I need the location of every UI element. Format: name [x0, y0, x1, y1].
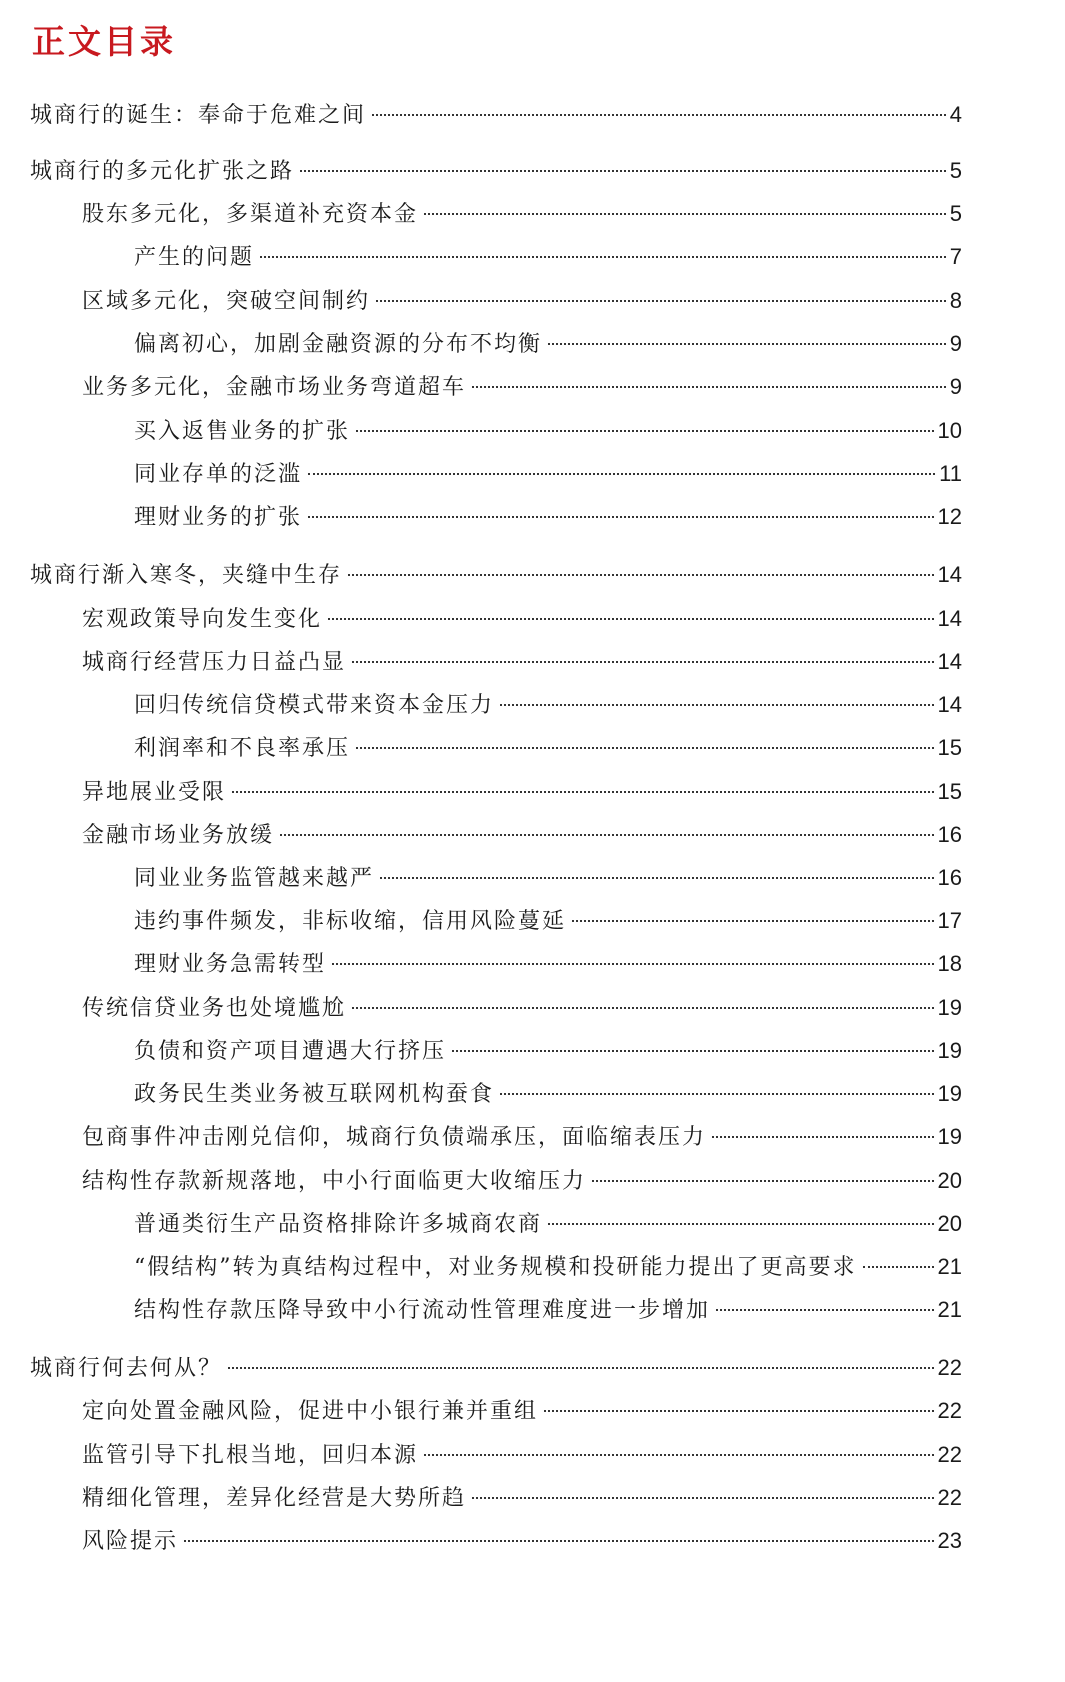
- toc-entry-level-1[interactable]: [30, 558, 962, 592]
- toc-dot-leader: [472, 1497, 934, 1499]
- toc-page-number: 21: [937, 1297, 962, 1322]
- toc-entry-level-3[interactable]: [134, 731, 962, 765]
- toc-page-number: 19: [937, 995, 962, 1020]
- toc-entry-label: 利润率和不良率承压: [134, 736, 351, 761]
- toc-dot-leader: [863, 1266, 934, 1268]
- toc-dot-leader: [280, 834, 934, 836]
- toc-entry-level-3[interactable]: [134, 1250, 962, 1284]
- toc-page-number: 4: [949, 102, 962, 127]
- toc-entry-level-2[interactable]: [82, 1438, 962, 1472]
- toc-page-number: 14: [937, 649, 962, 674]
- toc-entry-label: 结构性存款压降导致中小行流动性管理难度进一步增加: [134, 1298, 711, 1323]
- toc-page-number: 10: [937, 418, 962, 443]
- toc-entry-label: 宏观政策导向发生变化: [82, 607, 323, 632]
- toc-entry-label: 精细化管理，差异化经营是大势所趋: [82, 1486, 467, 1511]
- toc-entry-label: 城商行的诞生：奉命于危难之间: [30, 103, 367, 128]
- toc-page-number: 8: [949, 288, 962, 313]
- toc-dot-leader: [472, 386, 946, 388]
- toc-entry-level-3[interactable]: [134, 1207, 962, 1241]
- toc-dot-leader: [380, 877, 934, 879]
- toc-dot-leader: [260, 256, 946, 258]
- toc-entry-label: 普通类衍生产品资格排除许多城商农商: [134, 1212, 543, 1237]
- toc-dot-leader: [572, 920, 934, 922]
- toc-dot-leader: [548, 343, 946, 345]
- toc-entry-label: 风险提示: [82, 1529, 179, 1554]
- toc-page-number: 19: [937, 1124, 962, 1149]
- toc-dot-leader: [352, 661, 934, 663]
- toc-entry-label: 政务民生类业务被互联网机构蚕食: [134, 1082, 495, 1107]
- toc-entry-label: 异地展业受限: [82, 780, 227, 805]
- toc-page-number: 14: [937, 692, 962, 717]
- toc-entry-label: 城商行经营压力日益凸显: [82, 650, 347, 675]
- toc-entry-label: 股东多元化，多渠道补充资本金: [82, 202, 419, 227]
- toc-entry-level-2[interactable]: [82, 602, 962, 636]
- toc-entry-level-2[interactable]: [82, 1394, 962, 1428]
- toc-entry-level-2[interactable]: [82, 370, 962, 404]
- toc-dot-leader: [232, 791, 934, 793]
- toc-entry-label: 负债和资产项目遭遇大行挤压: [134, 1039, 447, 1064]
- toc-entry-label: 买入返售业务的扩张: [134, 419, 351, 444]
- toc-entry-level-2[interactable]: [82, 1524, 962, 1558]
- toc-page-number: 15: [937, 735, 962, 760]
- toc-page-number: 5: [949, 201, 962, 226]
- toc-dot-leader: [592, 1180, 934, 1182]
- toc-entry-level-3[interactable]: [134, 414, 962, 448]
- toc-entry-level-3[interactable]: [134, 240, 962, 274]
- toc-dot-leader: [500, 704, 934, 706]
- toc-entry-level-3[interactable]: [134, 947, 962, 981]
- toc-entry-label: 业务多元化，金融市场业务弯道超车: [82, 375, 467, 400]
- toc-entry-label: 区域多元化，突破空间制约: [82, 289, 371, 314]
- toc-dot-leader: [356, 747, 934, 749]
- toc-page-number: 18: [937, 951, 962, 976]
- toc-dot-leader: [424, 213, 946, 215]
- toc-dot-leader: [348, 574, 934, 576]
- toc-page-number: 16: [937, 822, 962, 847]
- toc-page-number: 20: [937, 1211, 962, 1236]
- toc-entry-level-3[interactable]: [134, 1077, 962, 1111]
- toc-entry-level-2[interactable]: [82, 1164, 962, 1198]
- toc-entry-level-2[interactable]: [82, 197, 962, 231]
- toc-dot-leader: [332, 963, 934, 965]
- toc-entry-label: 监管引导下扎根当地，回归本源: [82, 1443, 419, 1468]
- toc-entry-level-2[interactable]: [82, 645, 962, 679]
- toc-entry-label: 金融市场业务放缓: [82, 823, 275, 848]
- toc-entry-label: 传统信贷业务也处境尴尬: [82, 996, 347, 1021]
- toc-page-number: 22: [937, 1442, 962, 1467]
- toc-entry-label: “假结构”转为真结构过程中，对业务规模和投研能力提出了更高要求: [134, 1255, 857, 1280]
- toc-page-number: 5: [949, 158, 962, 183]
- toc-entry-label: 城商行渐入寒冬，夹缝中生存: [30, 563, 343, 588]
- toc-page-number: 14: [937, 562, 962, 587]
- toc-dot-leader: [228, 1367, 934, 1369]
- toc-entry-level-3[interactable]: [134, 688, 962, 722]
- toc-entry-level-3[interactable]: [134, 861, 962, 895]
- toc-page-number: 17: [937, 908, 962, 933]
- toc-entry-level-3[interactable]: [134, 457, 962, 491]
- toc-entry-label: 城商行何去何从？: [30, 1356, 223, 1381]
- toc-dot-leader: [308, 516, 934, 518]
- toc-title: 正文目录: [32, 22, 176, 61]
- toc-entry-level-1[interactable]: [30, 1351, 962, 1385]
- toc-page-number: 9: [949, 331, 962, 356]
- toc-entry-label: 回归传统信贷模式带来资本金压力: [134, 693, 495, 718]
- toc-page-number: 23: [937, 1528, 962, 1553]
- toc-page-number: 22: [937, 1485, 962, 1510]
- toc-entry-label: 定向处置金融风险，促进中小银行兼并重组: [82, 1399, 539, 1424]
- toc-entry-level-2[interactable]: [82, 818, 962, 852]
- toc-page-number: 9: [949, 374, 962, 399]
- toc-page-number: 20: [937, 1168, 962, 1193]
- toc-entry-level-2[interactable]: [82, 284, 962, 318]
- toc-entry-label: 结构性存款新规落地，中小行面临更大收缩压力: [82, 1169, 587, 1194]
- toc-entry-label: 违约事件频发，非标收缩，信用风险蔓延: [134, 909, 567, 934]
- toc-page-number: 21: [937, 1254, 962, 1279]
- toc-dot-leader: [376, 300, 946, 302]
- toc-dot-leader: [712, 1136, 934, 1138]
- toc-entry-label: 理财业务的扩张: [134, 505, 303, 530]
- toc-dot-leader: [372, 114, 946, 116]
- toc-entry-label: 产生的问题: [134, 245, 255, 270]
- toc-page-number: 19: [937, 1081, 962, 1106]
- toc-dot-leader: [716, 1309, 934, 1311]
- toc-entry-level-2[interactable]: [82, 1120, 962, 1154]
- toc-entry-level-2[interactable]: [82, 1481, 962, 1515]
- toc-entry-label: 包商事件冲击刚兑信仰，城商行负债端承压，面临缩表压力: [82, 1125, 707, 1150]
- toc-dot-leader: [352, 1007, 934, 1009]
- toc-dot-leader: [548, 1223, 934, 1225]
- toc-dot-leader: [500, 1093, 934, 1095]
- toc-entry-label: 同业存单的泛滥: [134, 462, 303, 487]
- toc-page-number: 19: [937, 1038, 962, 1063]
- toc-page-number: 16: [937, 865, 962, 890]
- toc-entry-label: 城商行的多元化扩张之路: [30, 159, 295, 184]
- toc-dot-leader: [356, 430, 934, 432]
- toc-entry-level-2[interactable]: [82, 775, 962, 809]
- toc-dot-leader: [308, 473, 935, 475]
- toc-dot-leader: [452, 1050, 934, 1052]
- toc-page-number: 14: [937, 606, 962, 631]
- toc-page-number: 22: [937, 1398, 962, 1423]
- toc-entry-level-3[interactable]: [134, 1293, 962, 1327]
- toc-entry-level-1[interactable]: [30, 154, 962, 188]
- toc-page-number: 12: [937, 504, 962, 529]
- toc-entry-level-3[interactable]: [134, 1034, 962, 1068]
- toc-dot-leader: [544, 1410, 934, 1412]
- toc-entry-label: 偏离初心，加剧金融资源的分布不均衡: [134, 332, 543, 357]
- toc-dot-leader: [424, 1454, 934, 1456]
- toc-entry-label: 理财业务急需转型: [134, 952, 327, 977]
- toc-page-number: 11: [939, 461, 962, 486]
- toc-page-number: 15: [937, 779, 962, 804]
- toc-dot-leader: [300, 170, 946, 172]
- toc-entry-label: 同业业务监管越来越严: [134, 866, 375, 891]
- toc-entry-level-3[interactable]: [134, 500, 962, 534]
- toc-dot-leader: [328, 618, 934, 620]
- toc-page-number: 22: [937, 1355, 962, 1380]
- toc-entry-level-1[interactable]: [30, 98, 962, 132]
- toc-dot-leader: [184, 1540, 934, 1542]
- toc-page-number: 7: [949, 244, 962, 269]
- toc-entry-level-3[interactable]: [134, 327, 962, 361]
- toc-entry-level-2[interactable]: [82, 991, 962, 1025]
- toc-entry-level-3[interactable]: [134, 904, 962, 938]
